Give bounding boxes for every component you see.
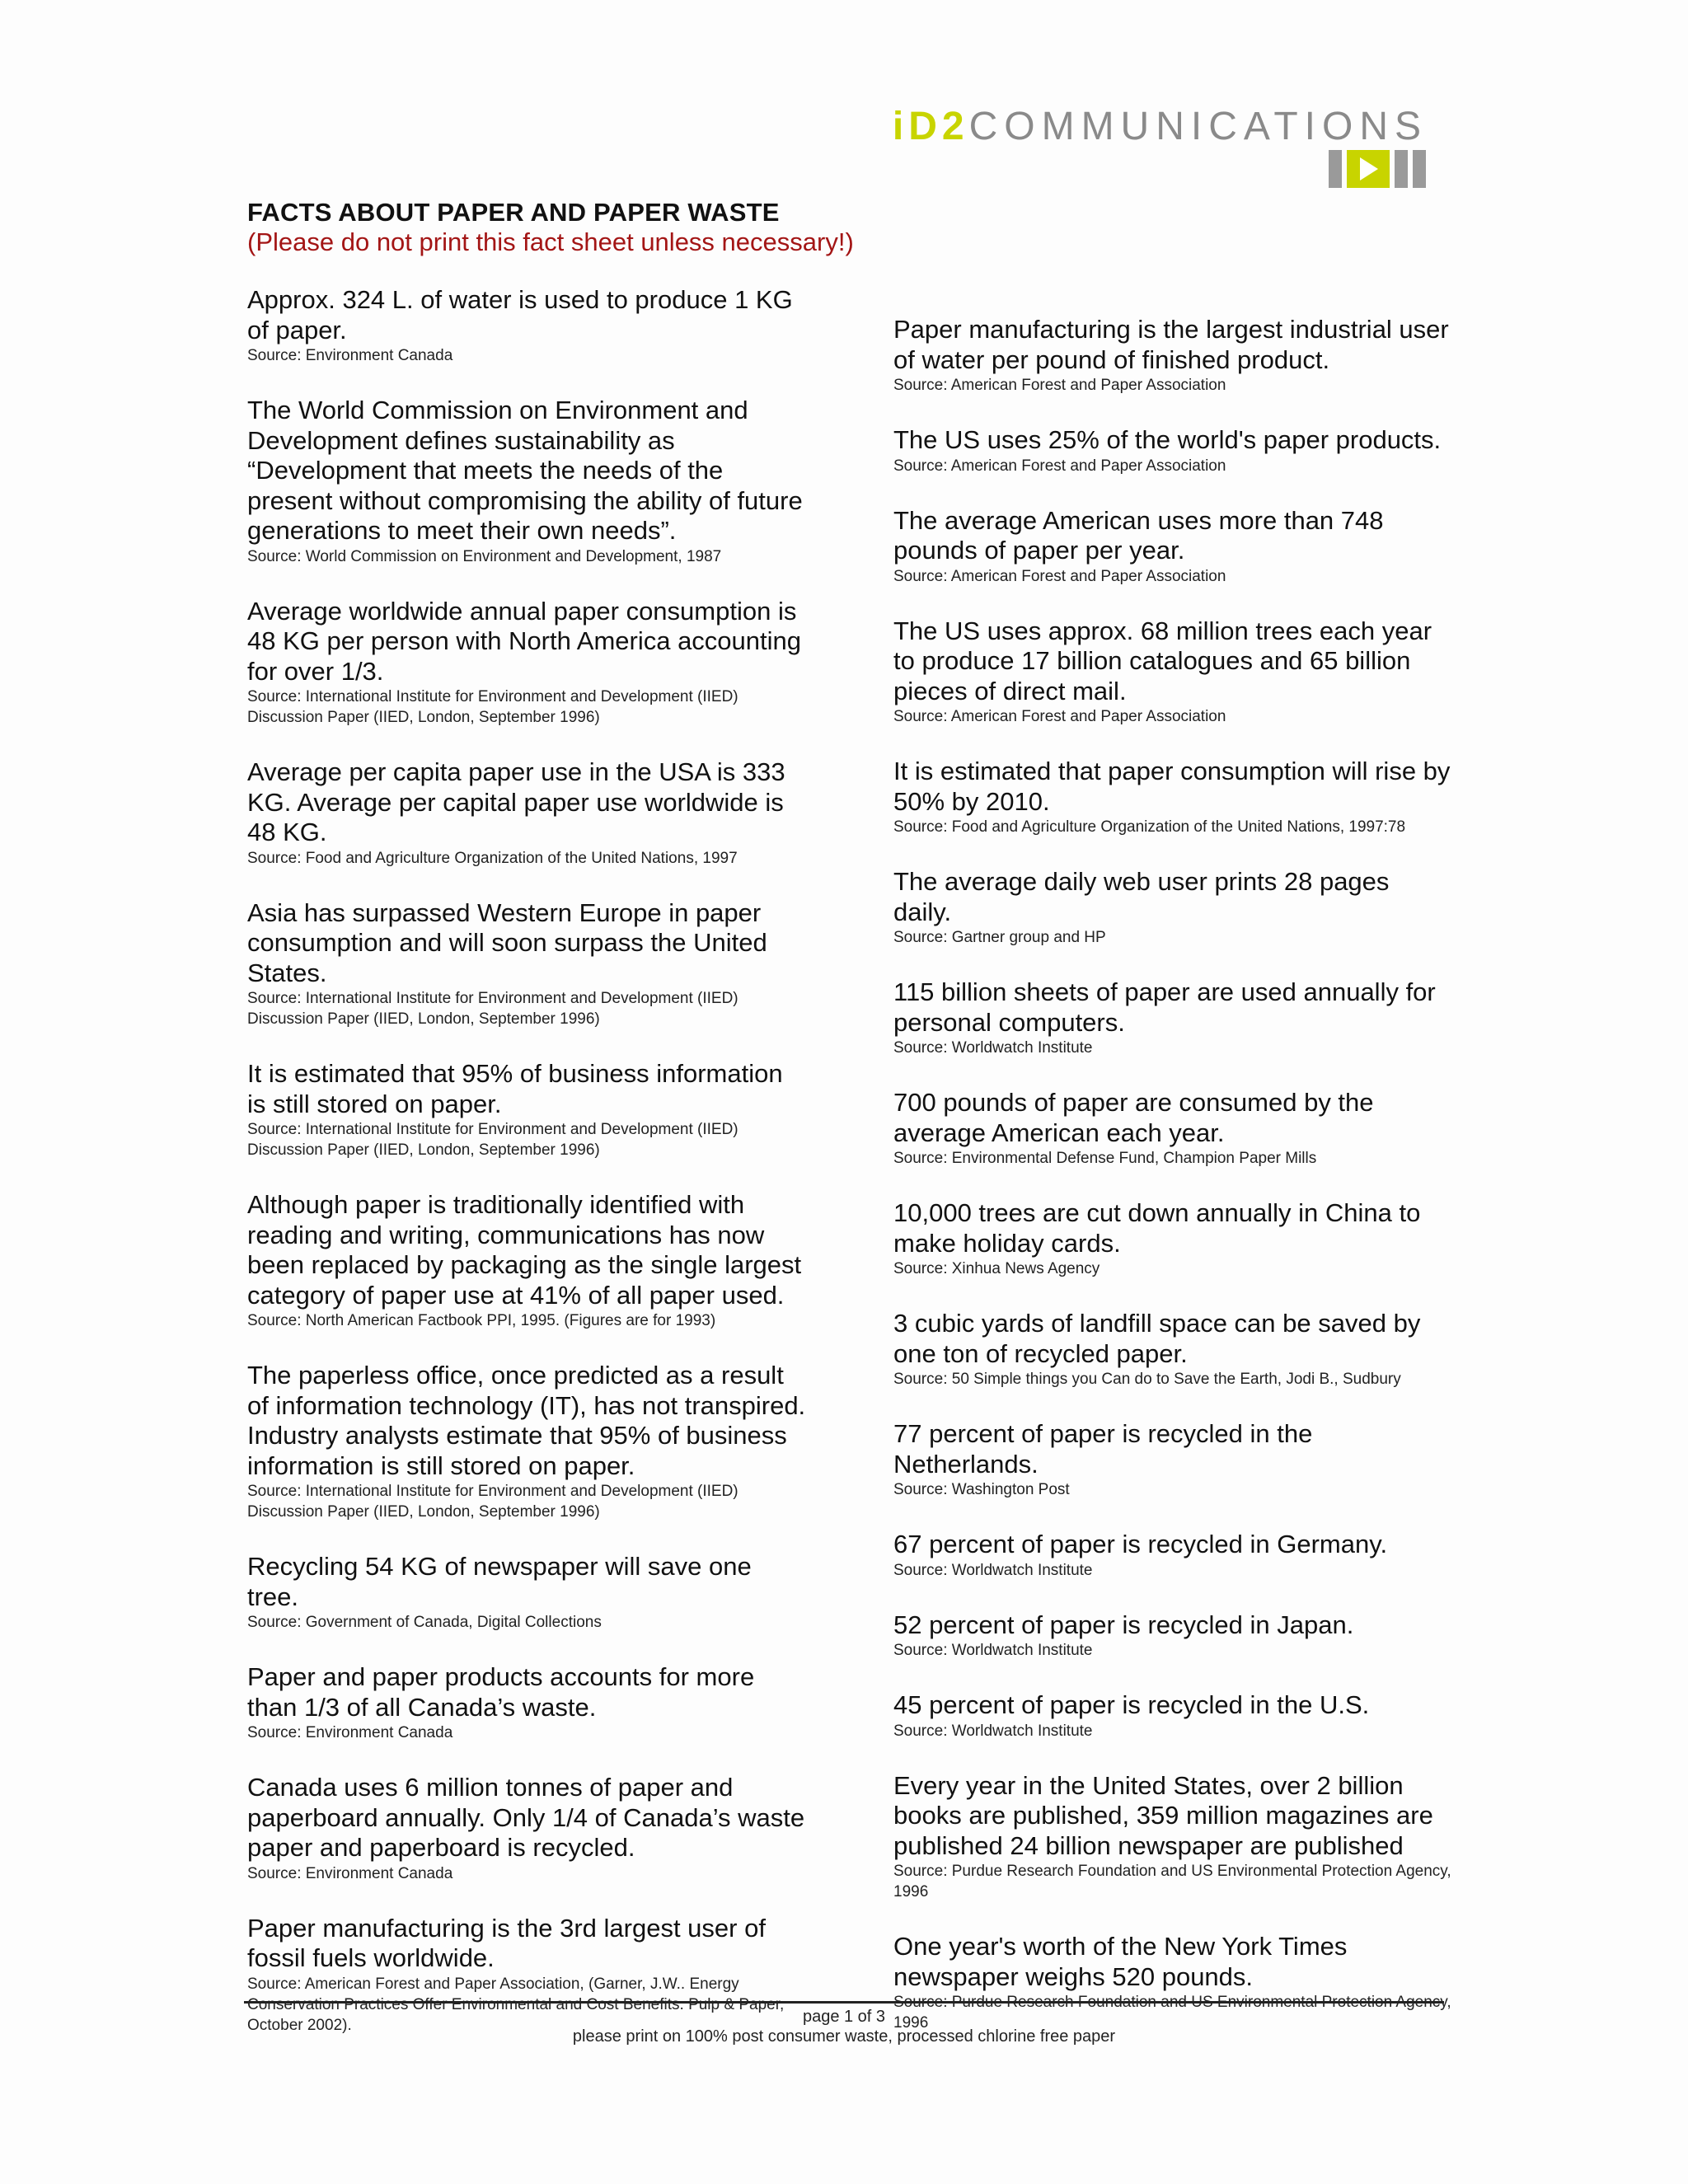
fact-source: Source: Environmental Defense Fund, Champion Paper Mills: [893, 1150, 1317, 1167]
fact-source: Source: Purdue Research Foundation and US Environmental Protection Agency, 1996: [893, 1994, 1451, 2032]
fact-item: [247, 285, 808, 366]
fact-text: The US uses approx. 68 million trees each year to produce 17 billion catalogues and 65 billion pieces of direct mail.: [893, 616, 1432, 705]
fact-text: Paper and paper products accounts for more than 1/3 of all Canada’s waste.: [247, 1662, 755, 1722]
right-column: [893, 315, 1454, 2063]
fact-text: 10,000 trees are cut down annually in China to make holiday cards.: [893, 1198, 1421, 1258]
fact-source: Source: Worldwatch Institute: [893, 1561, 1093, 1579]
fact-source: Source: American Forest and Paper Association: [893, 457, 1226, 475]
fact-item: [893, 1198, 1454, 1279]
company-logo: [892, 104, 1428, 194]
fact-item: [893, 757, 1454, 837]
fact-text: The average American uses more than 748 pounds of paper per year.: [893, 505, 1384, 565]
fact-item: [893, 506, 1454, 587]
fact-source: Source: Xinhua News Agency: [893, 1260, 1100, 1277]
fact-text: 45 percent of paper is recycled in the U.S.: [893, 1690, 1370, 1719]
fact-text: The paperless office, once predicted as a result of information technology (IT), has not transpired. Industry analysts estimate that 95% of business information is still stored on paper.: [247, 1361, 806, 1480]
fact-text: 67 percent of paper is recycled in Germany.: [893, 1530, 1388, 1558]
fact-text: Paper manufacturing is the largest industrial user of water per pound of finished product.: [893, 315, 1449, 374]
fact-text: Recycling 54 KG of newspaper will save one tree.: [247, 1552, 752, 1611]
fact-source: Source: North American Factbook PPI, 1995. (Figures are for 1993): [247, 1312, 716, 1329]
fact-text: It is estimated that 95% of business information is still stored on paper.: [247, 1059, 783, 1118]
fact-source: Source: Gartner group and HP: [893, 929, 1106, 946]
fact-source: Source: Environment Canada: [247, 1864, 453, 1882]
fact-item: [247, 1059, 808, 1160]
fact-source: Source: International Institute for Environment and Development (IIED) Discussion Paper (IIED, London, September 1996): [247, 1121, 738, 1159]
fact-item: [893, 867, 1454, 948]
logo-mark-icon: [1329, 150, 1428, 188]
fact-item: [893, 1771, 1454, 1903]
fact-text: Asia has surpassed Western Europe in paper consumption and will soon surpass the United States.: [247, 898, 767, 987]
fact-text: Canada uses 6 million tonnes of paper and paperboard annually. Only 1/4 of Canada’s waste paper and paperboard is recycled.: [247, 1773, 805, 1862]
fact-item: [893, 1530, 1454, 1581]
fact-source: Source: Environment Canada: [247, 347, 453, 364]
fact-source: Source: Worldwatch Institute: [893, 1642, 1093, 1659]
fact-source: Source: Worldwatch Institute: [893, 1722, 1093, 1740]
page-title: FACTS ABOUT PAPER AND PAPER WASTE: [247, 198, 780, 227]
fact-source: Source: International Institute for Environment and Development (IIED) Discussion Paper (IIED, London, September 1996): [247, 1483, 738, 1521]
fact-item: [247, 396, 808, 567]
fact-item: [893, 1309, 1454, 1390]
fact-text: Approx. 324 L. of water is used to produce 1 KG of paper.: [247, 285, 793, 344]
fact-text: Every year in the United States, over 2 billion books are published, 359 million magazines are published 24 billion newspaper are published: [893, 1770, 1433, 1860]
logo-main-text: COMMUNICATIONS: [968, 105, 1428, 148]
fact-text: The average daily web user prints 28 pages daily.: [893, 867, 1390, 926]
fact-item: [893, 1610, 1454, 1661]
fact-item: [893, 315, 1454, 396]
fact-source: Source: Food and Agriculture Organization of the United Nations, 1997:78: [893, 818, 1406, 836]
fact-text: One year's worth of the New York Times newspaper weighs 520 pounds.: [893, 1932, 1348, 1991]
logo-wordmark: [893, 104, 1428, 149]
fact-text: 700 pounds of paper are consumed by the average American each year.: [893, 1088, 1374, 1147]
fact-item: [247, 1190, 808, 1331]
fact-item: [247, 1552, 808, 1633]
fact-item: [247, 898, 808, 1030]
fact-item: [247, 1773, 808, 1884]
fact-source: Source: Food and Agriculture Organization of the United Nations, 1997: [247, 849, 738, 867]
fact-item: [247, 757, 808, 869]
logo-accent-text: iD2: [892, 105, 969, 148]
fact-text: 52 percent of paper is recycled in Japan.: [893, 1610, 1354, 1639]
fact-source: Source: American Forest and Paper Association: [893, 708, 1226, 725]
fact-source: Source: International Institute for Environment and Development (IIED) Discussion Paper (IIED, London, September 1996): [247, 688, 738, 726]
fact-item: [893, 1690, 1454, 1741]
fact-item: [893, 616, 1454, 728]
fact-text: The World Commission on Environment and Development defines sustainability as “Development that meets the needs of the present without compromising the ability of future generations to meet their own needs”.: [247, 396, 803, 545]
fact-item: [893, 1088, 1454, 1169]
fact-item: [247, 1361, 808, 1522]
fact-text: Paper manufacturing is the 3rd largest user of fossil fuels worldwide.: [247, 1913, 766, 1972]
fact-text: 77 percent of paper is recycled in the Netherlands.: [893, 1419, 1313, 1479]
fact-source: Source: World Commission on Environment and Development, 1987: [247, 547, 722, 565]
fact-source: Source: American Forest and Paper Association: [893, 377, 1226, 394]
fact-item: [893, 425, 1454, 476]
fact-source: Source: Washington Post: [893, 1481, 1070, 1498]
page-number: page 1 of 3: [802, 2008, 886, 2026]
page-subtitle: (Please do not print this fact sheet unless necessary!): [247, 227, 854, 256]
fact-source: Source: Purdue Research Foundation and US Environmental Protection Agency, 1996: [893, 1863, 1451, 1900]
print-note: please print on 100% post consumer waste, processed chlorine free paper: [572, 2027, 1116, 2046]
fact-text: Average worldwide annual paper consumption is 48 KG per person with North America accounting for over 1/3.: [247, 596, 802, 686]
fact-text: 115 billion sheets of paper are used annually for personal computers.: [893, 977, 1436, 1037]
fact-item: [893, 977, 1454, 1058]
footer-divider: [244, 2001, 1444, 2004]
fact-item: [247, 597, 808, 729]
fact-text: The US uses 25% of the world's paper products.: [893, 425, 1442, 454]
fact-item: [247, 1662, 808, 1743]
fact-source: Source: 50 Simple things you Can do to Save the Earth, Jodi B., Sudbury: [893, 1371, 1401, 1388]
fact-text: Average per capita paper use in the USA is 333 KG. Average per capital paper use worldwide is 48 KG.: [247, 757, 785, 846]
fact-item: [893, 1419, 1454, 1500]
fact-source: Source: American Forest and Paper Association: [893, 567, 1226, 585]
left-column: [247, 285, 808, 2065]
fact-text: It is estimated that paper consumption will rise by 50% by 2010.: [893, 757, 1451, 816]
fact-source: Source: Worldwatch Institute: [893, 1039, 1093, 1057]
fact-source: Source: American Forest and Paper Association, (Garner, J.W.. Energy Conservation Practices Offer Environmental and Cost Benefits. Pulp & Paper, October 2002).: [247, 1975, 785, 2034]
fact-text: Although paper is traditionally identified with reading and writing, communications has now been replaced by packaging as the single largest category of paper use at 41% of all paper used.: [247, 1190, 802, 1310]
fact-source: Source: Government of Canada, Digital Collections: [247, 1614, 602, 1631]
fact-source: Source: International Institute for Environment and Development (IIED) Discussion Paper (IIED, London, September 1996): [247, 990, 738, 1028]
fact-source: Source: Environment Canada: [247, 1724, 453, 1741]
fact-text: 3 cubic yards of landfill space can be saved by one ton of recycled paper.: [893, 1309, 1421, 1368]
